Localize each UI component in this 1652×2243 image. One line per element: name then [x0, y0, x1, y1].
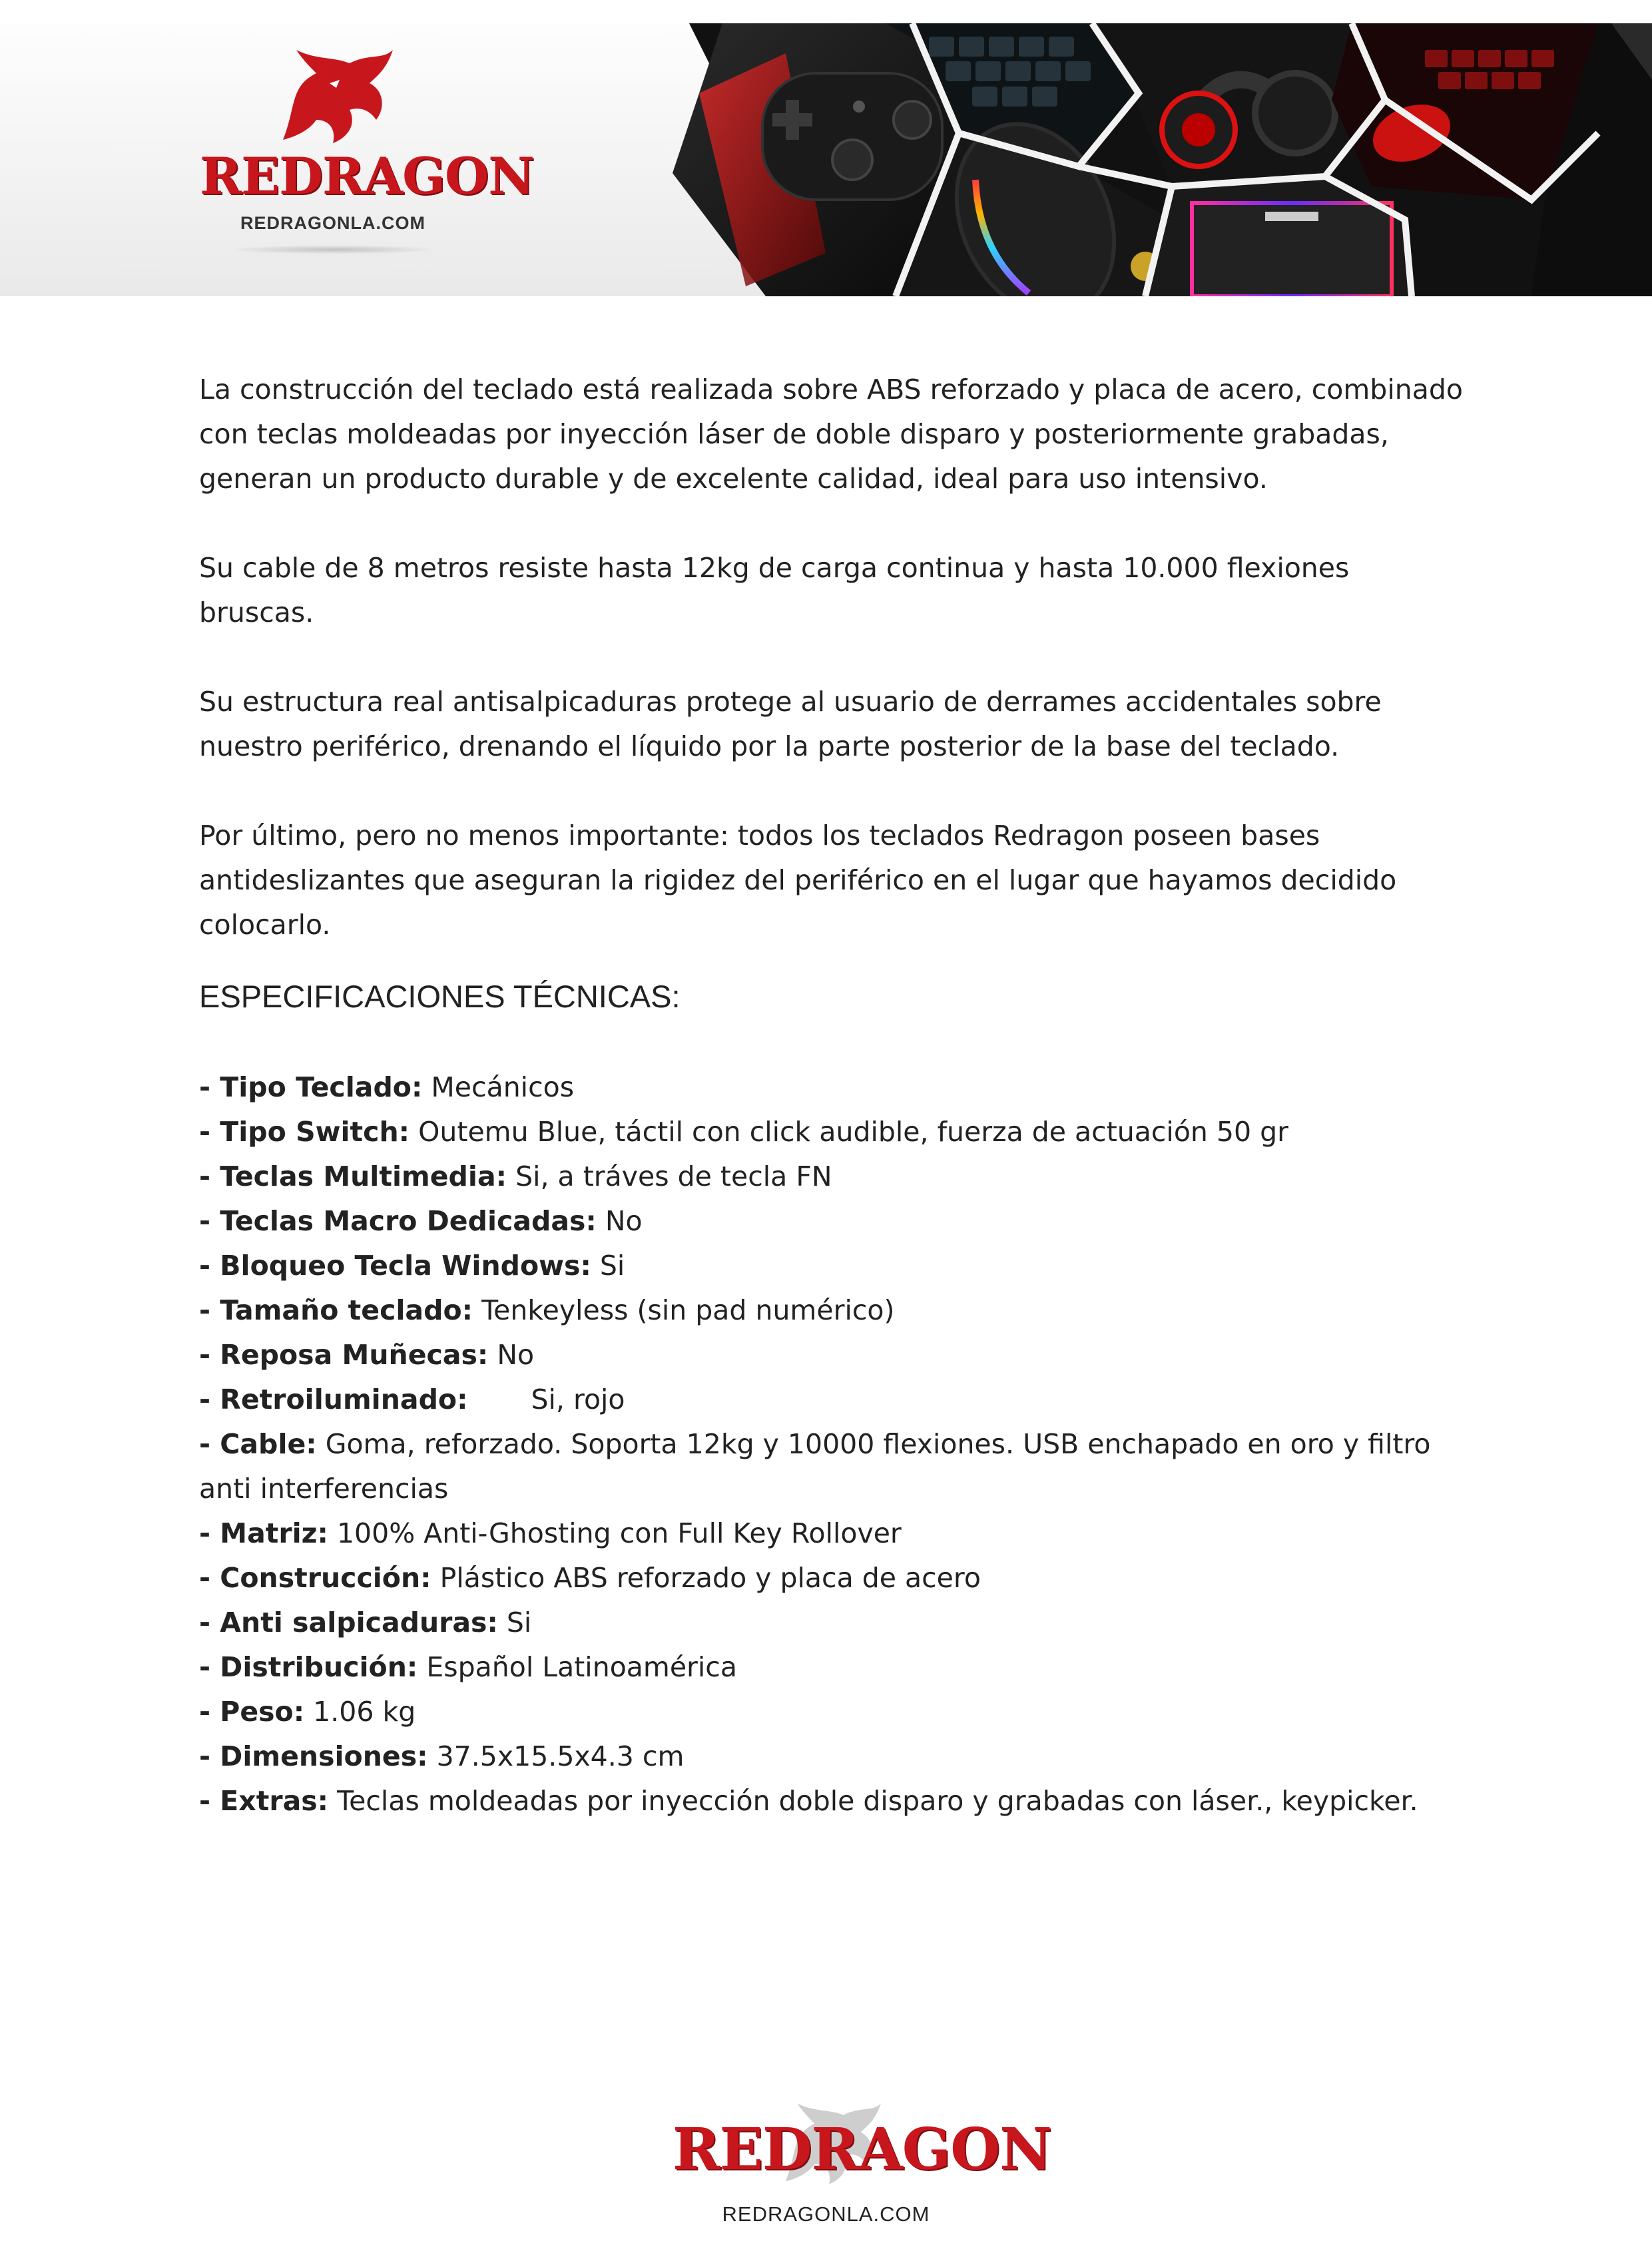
spec-row-distribucion — [199, 1645, 1464, 1690]
spec-value: Goma, reforzado. Soporta 12kg y 10000 flexiones. USB enchapado en oro y filtro anti interferencias — [199, 1428, 1431, 1505]
spec-row-anti-salpicaduras — [199, 1601, 1464, 1645]
spec-label: - Extras: — [199, 1785, 329, 1817]
spec-value: Tenkeyless (sin pad numérico) — [481, 1294, 895, 1326]
brand-name: REDRAGON — [200, 146, 534, 206]
spec-value: Si — [506, 1607, 532, 1638]
dragon-emblem-icon — [270, 47, 396, 146]
spec-value: 1.06 kg — [313, 1696, 416, 1728]
spec-value: Español Latinoamérica — [426, 1651, 737, 1683]
redragon-logo[interactable] — [200, 47, 534, 266]
spec-label: - Construcción: — [199, 1562, 431, 1594]
spec-value: Mecánicos — [431, 1071, 575, 1103]
spec-value: 100% Anti-Ghosting con Full Key Rollover — [336, 1517, 902, 1549]
spec-row-tipo-switch — [199, 1110, 1464, 1154]
spec-label: - Dimensiones: — [199, 1740, 428, 1772]
spec-label: - Peso: — [199, 1696, 305, 1728]
main-content — [199, 368, 1464, 1824]
spec-row-extras — [199, 1779, 1464, 1824]
spec-label: - Teclas Macro Dedicadas: — [199, 1205, 597, 1237]
spec-row-cable — [199, 1422, 1464, 1511]
spec-value: Si, rojo — [531, 1383, 625, 1415]
spec-value: Si — [599, 1250, 625, 1282]
specs-heading: ESPECIFICACIONES TÉCNICAS: — [199, 979, 681, 1014]
specs-list — [199, 1065, 1464, 1824]
spec-label: - Reposa Muñecas: — [199, 1339, 489, 1371]
spec-label: - Distribución: — [199, 1651, 418, 1683]
spec-row-matriz — [199, 1511, 1464, 1556]
spec-value: No — [497, 1339, 535, 1371]
footer-url[interactable]: REDRAGONLA.COM — [722, 2202, 930, 2226]
logo-shadow — [226, 245, 439, 254]
spec-row-teclas-macro — [199, 1199, 1464, 1244]
spec-row-retroiluminado — [199, 1377, 1464, 1422]
spec-value: Outemu Blue, táctil con click audible, fuerza de actuación 50 gr — [418, 1116, 1289, 1148]
spec-row-construccion — [199, 1556, 1464, 1601]
intro-paragraph: La construcción del teclado está realizada sobre ABS reforzado y placa de acero, combinado con teclas moldeadas por inyección láser de doble disparo y posteriormente grabadas, generan un producto durable y de excelente calidad, ideal para uso intensivo. — [199, 374, 1463, 495]
spec-label: - Retroiluminado: — [199, 1383, 468, 1415]
spec-value: Si, a tráves de tecla FN — [515, 1160, 832, 1192]
spec-row-reposa-munecas — [199, 1333, 1464, 1377]
spec-value: Teclas moldeadas por inyección doble disparo y grabadas con láser., keypicker. — [337, 1785, 1418, 1817]
spec-value: Plástico ABS reforzado y placa de acero — [439, 1562, 981, 1594]
spec-value: No — [605, 1205, 643, 1237]
spec-value: 37.5x15.5x4.3 cm — [436, 1740, 685, 1772]
intro-paragraph: Su cable de 8 metros resiste hasta 12kg de carga continua y hasta 10.000 flexiones bruscas. — [199, 552, 1350, 628]
spec-row-teclas-multimedia — [199, 1154, 1464, 1199]
spec-label: - Bloqueo Tecla Windows: — [199, 1250, 591, 1282]
spec-row-bloqueo-windows — [199, 1244, 1464, 1288]
spec-label: - Teclas Multimedia: — [199, 1160, 507, 1192]
intro-paragraph: Por último, pero no menos importante: todos los teclados Redragon poseen bases antideslizantes que aseguran la rigidez del periférico en el lugar que hayamos decidido colocarlo. — [199, 820, 1397, 941]
spec-row-tamano — [199, 1288, 1464, 1333]
intro-paragraph: Su estructura real antisalpicaduras protege al usuario de derrames accidentales sobre nuestro periférico, drenando el líquido por la parte posterior de la base del teclado. — [199, 686, 1382, 762]
spec-label: - Tipo Switch: — [199, 1116, 410, 1148]
spec-label: - Matriz: — [199, 1517, 328, 1549]
header-banner — [0, 0, 1652, 296]
spec-label: - Tamaño teclado: — [199, 1294, 473, 1326]
footer-brand-name: REDRAGON — [673, 2116, 1051, 2183]
spec-row-peso — [199, 1690, 1464, 1734]
footer-logo[interactable] — [673, 2091, 1051, 2237]
spec-row-dimensiones — [199, 1734, 1464, 1779]
spec-row-tipo-teclado — [199, 1065, 1464, 1110]
spec-label: - Tipo Teclado: — [199, 1071, 423, 1103]
brand-url[interactable]: REDRAGONLA.COM — [240, 213, 425, 233]
spec-label: - Cable: — [199, 1428, 317, 1460]
spec-label: - Anti salpicaduras: — [199, 1607, 498, 1638]
